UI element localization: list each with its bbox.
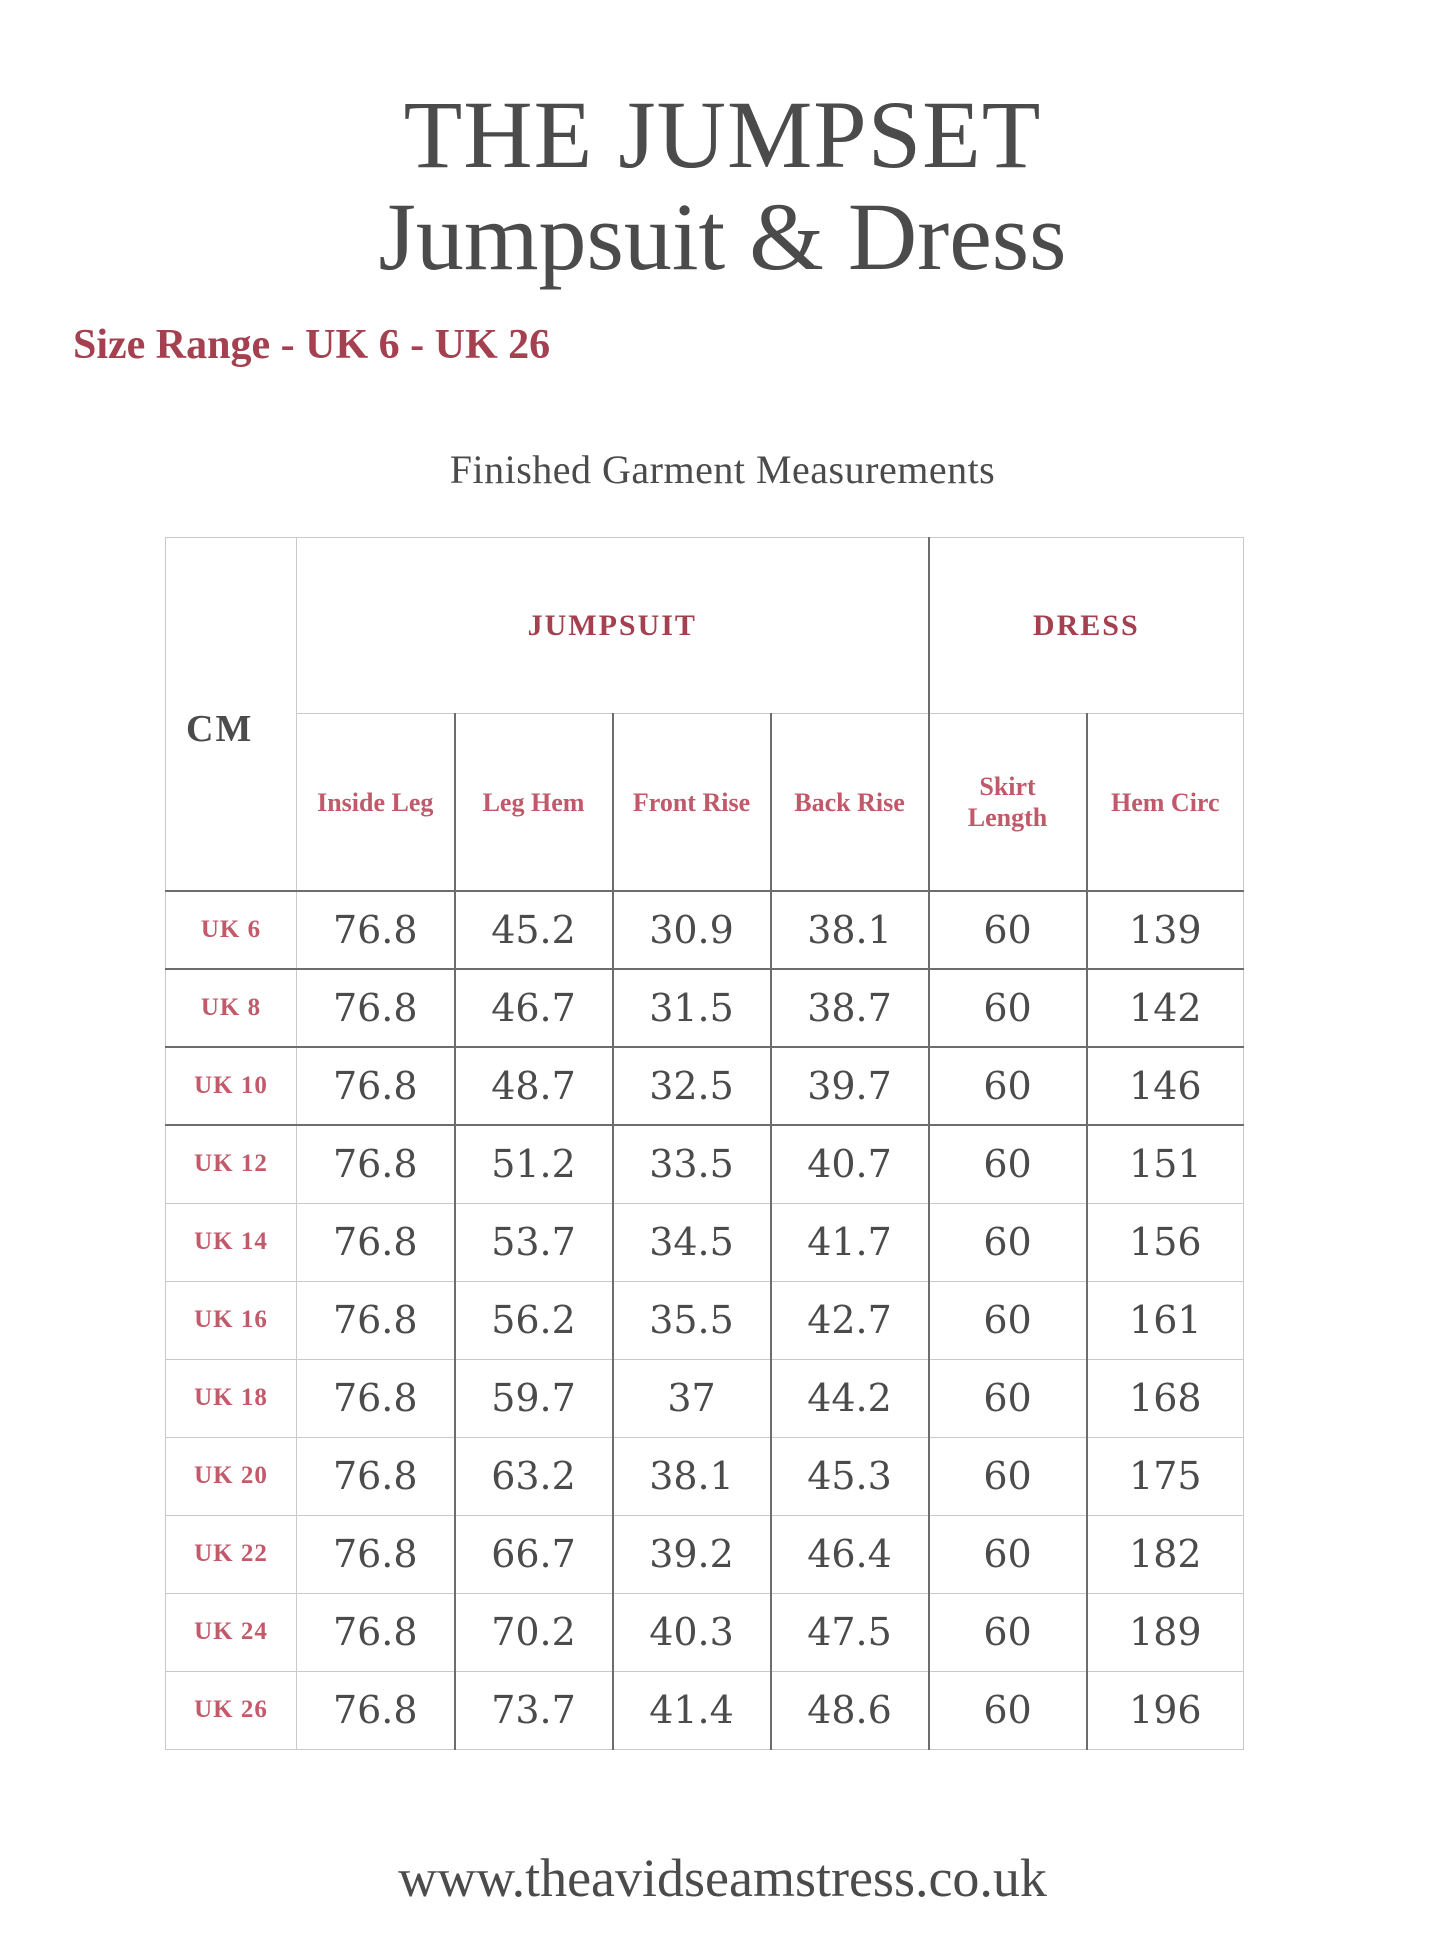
table-row	[166, 891, 1244, 969]
table-cell: 60	[929, 1671, 1087, 1749]
row-size-label: UK 8	[166, 969, 297, 1047]
table-cell: 156	[1087, 1203, 1244, 1281]
table-cell: 76.8	[297, 1593, 455, 1671]
row-size-label: UK 26	[166, 1671, 297, 1749]
row-size-label: UK 6	[166, 891, 297, 969]
table-cell: 73.7	[455, 1671, 613, 1749]
table-cell: 40.3	[613, 1593, 771, 1671]
table-cell: 59.7	[455, 1359, 613, 1437]
table-cell: 168	[1087, 1359, 1244, 1437]
table-cell: 76.8	[297, 891, 455, 969]
table-cell: 76.8	[297, 1671, 455, 1749]
table-row	[166, 1671, 1244, 1749]
table-cell: 38.1	[771, 891, 929, 969]
table-cell: 60	[929, 1359, 1087, 1437]
table-cell: 37	[613, 1359, 771, 1437]
table-cell: 60	[929, 1281, 1087, 1359]
column-header-row	[166, 714, 1244, 892]
table-cell: 76.8	[297, 1047, 455, 1125]
column-header: Inside Leg	[297, 714, 455, 892]
table-cell: 44.2	[771, 1359, 929, 1437]
column-header: Skirt Length	[929, 714, 1087, 892]
table-caption: Finished Garment Measurements	[449, 447, 996, 492]
page-subtitle: Jumpsuit & Dress	[378, 183, 1067, 290]
table-cell: 40.7	[771, 1125, 929, 1203]
row-size-label: UK 22	[166, 1515, 297, 1593]
table-cell: 70.2	[455, 1593, 613, 1671]
row-size-label: UK 18	[166, 1359, 297, 1437]
table-row	[166, 1281, 1244, 1359]
table-cell: 53.7	[455, 1203, 613, 1281]
table-cell: 56.2	[455, 1281, 613, 1359]
row-size-label: UK 14	[166, 1203, 297, 1281]
table-cell: 151	[1087, 1125, 1244, 1203]
table-cell: 60	[929, 1203, 1087, 1281]
unit-label: CM	[166, 538, 297, 892]
table-cell: 189	[1087, 1593, 1244, 1671]
row-size-label: UK 16	[166, 1281, 297, 1359]
table-cell: 76.8	[297, 1515, 455, 1593]
table-cell: 182	[1087, 1515, 1244, 1593]
table-cell: 30.9	[613, 891, 771, 969]
table-cell: 31.5	[613, 969, 771, 1047]
table-cell: 45.3	[771, 1437, 929, 1515]
table-cell: 32.5	[613, 1047, 771, 1125]
table-cell: 39.2	[613, 1515, 771, 1593]
table-cell: 33.5	[613, 1125, 771, 1203]
table-cell: 47.5	[771, 1593, 929, 1671]
table-cell: 66.7	[455, 1515, 613, 1593]
table-cell: 76.8	[297, 1359, 455, 1437]
table-cell: 63.2	[455, 1437, 613, 1515]
table-row	[166, 969, 1244, 1047]
table-cell: 76.8	[297, 1125, 455, 1203]
table-cell: 139	[1087, 891, 1244, 969]
table-header	[166, 538, 1244, 892]
table-row	[166, 1047, 1244, 1125]
table-row	[166, 1359, 1244, 1437]
table-cell: 161	[1087, 1281, 1244, 1359]
table-cell: 60	[929, 1437, 1087, 1515]
column-header: Back Rise	[771, 714, 929, 892]
table-cell: 38.7	[771, 969, 929, 1047]
website-url: www.theavidseamstress.co.uk	[398, 1848, 1047, 1908]
row-size-label: UK 24	[166, 1593, 297, 1671]
column-header: Front Rise	[613, 714, 771, 892]
table-row	[166, 1437, 1244, 1515]
table-cell: 76.8	[297, 1281, 455, 1359]
table-cell: 142	[1087, 969, 1244, 1047]
table-cell: 60	[929, 1125, 1087, 1203]
group-header-row	[166, 538, 1244, 714]
table-cell: 41.7	[771, 1203, 929, 1281]
table-cell: 45.2	[455, 891, 613, 969]
table-cell: 196	[1087, 1671, 1244, 1749]
table-cell: 46.4	[771, 1515, 929, 1593]
group-header-jumpsuit: JUMPSUIT	[297, 538, 929, 714]
group-header-dress: DRESS	[929, 538, 1244, 714]
table-cell: 60	[929, 1593, 1087, 1671]
table-cell: 51.2	[455, 1125, 613, 1203]
measurements-table	[165, 537, 1244, 1750]
row-size-label: UK 20	[166, 1437, 297, 1515]
table-cell: 39.7	[771, 1047, 929, 1125]
table-cell: 60	[929, 891, 1087, 969]
table-cell: 175	[1087, 1437, 1244, 1515]
table-cell: 34.5	[613, 1203, 771, 1281]
table-cell: 48.6	[771, 1671, 929, 1749]
table-cell: 38.1	[613, 1437, 771, 1515]
row-size-label: UK 10	[166, 1047, 297, 1125]
table-cell: 42.7	[771, 1281, 929, 1359]
column-header: Leg Hem	[455, 714, 613, 892]
table-cell: 76.8	[297, 1203, 455, 1281]
table-row	[166, 1593, 1244, 1671]
table-row	[166, 1203, 1244, 1281]
table-cell: 46.7	[455, 969, 613, 1047]
table-cell: 76.8	[297, 969, 455, 1047]
table-cell: 48.7	[455, 1047, 613, 1125]
table-cell: 60	[929, 969, 1087, 1047]
row-size-label: UK 12	[166, 1125, 297, 1203]
table-cell: 35.5	[613, 1281, 771, 1359]
page-title: THE JUMPSET	[403, 81, 1042, 188]
table-cell: 146	[1087, 1047, 1244, 1125]
table-cell: 60	[929, 1047, 1087, 1125]
table-row	[166, 1125, 1244, 1203]
table-cell: 76.8	[297, 1437, 455, 1515]
table-row	[166, 1515, 1244, 1593]
table-cell: 41.4	[613, 1671, 771, 1749]
size-range-heading: Size Range - UK 6 - UK 26	[73, 322, 551, 368]
table-body	[166, 891, 1244, 1749]
table-cell: 60	[929, 1515, 1087, 1593]
column-header: Hem Circ	[1087, 714, 1244, 892]
